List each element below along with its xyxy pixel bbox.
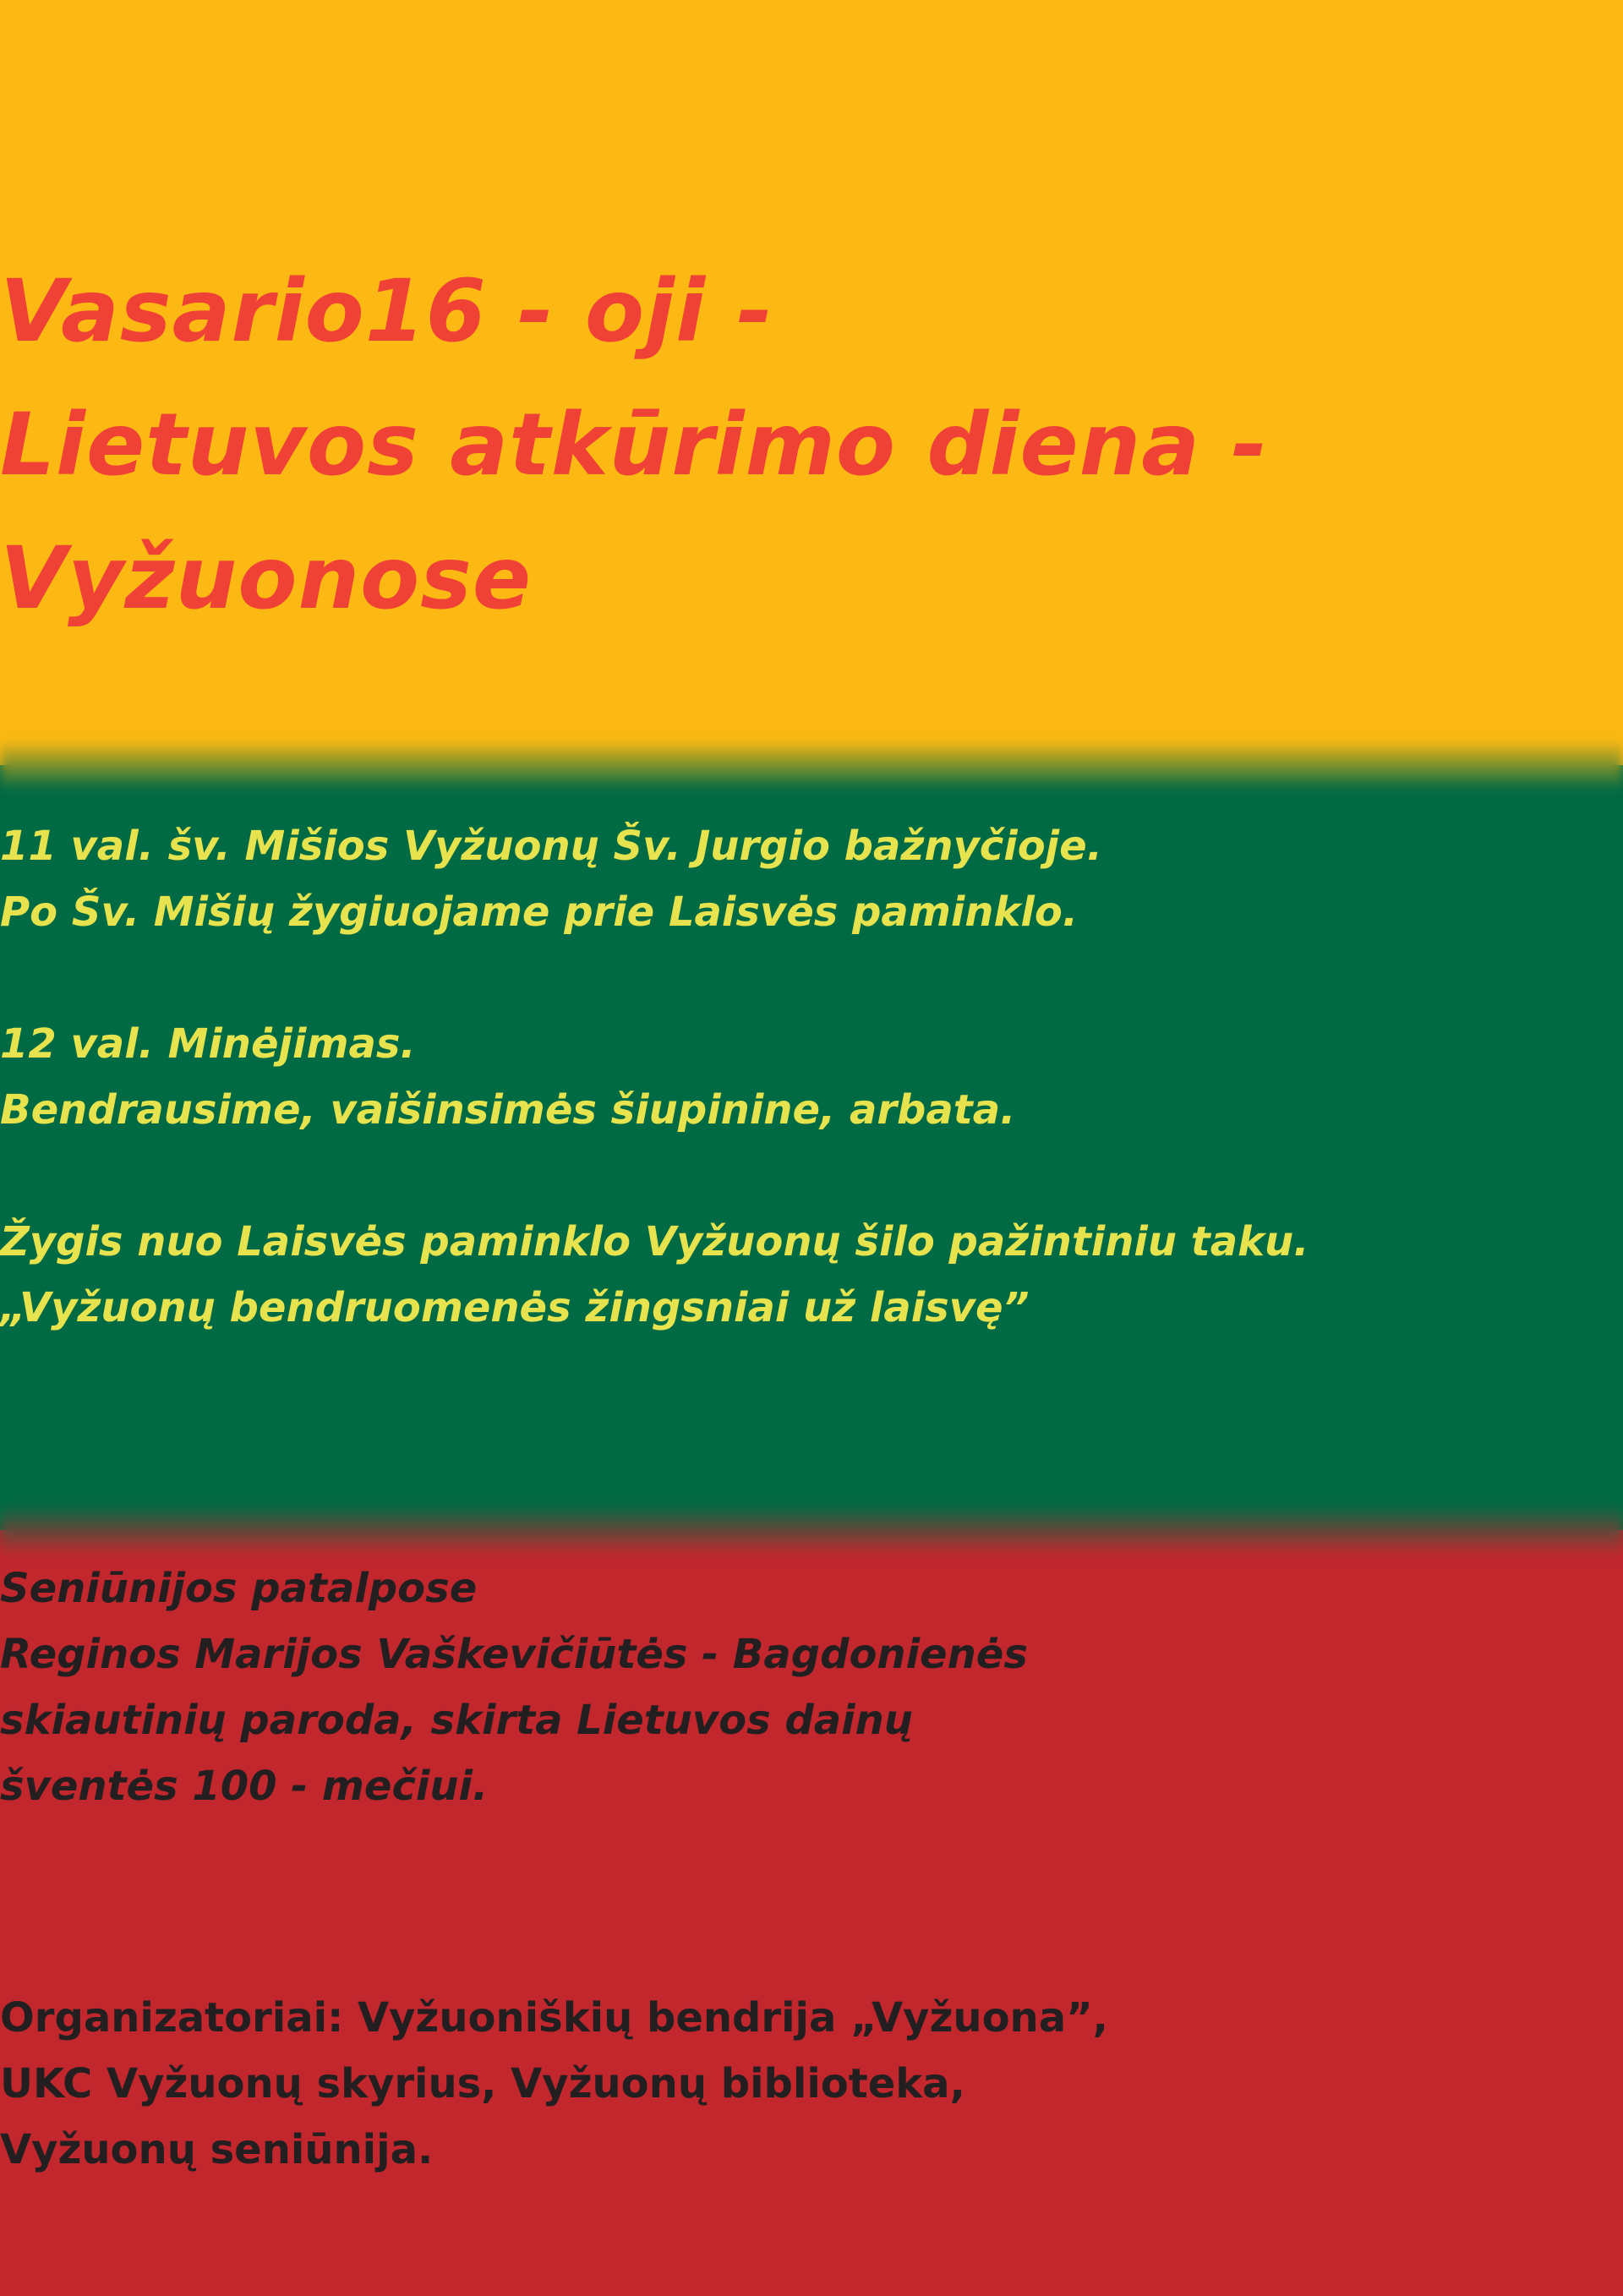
title-line-3: Vyžuonose [0, 528, 533, 629]
program-mass-time: 11 val. šv. Mišios Vyžuonų Šv. Jurgio bažnyčioje. [0, 823, 1102, 870]
program-hike: Žygis nuo Laisvės paminklo Vyžuonų šilo pažintiniu taku. [0, 1218, 1309, 1266]
band-transition-green-red [0, 1505, 1623, 1555]
exhibition-line-4: šventės 100 - mečiui. [0, 1763, 489, 1810]
program-march: Po Šv. Mišių žygiuojame prie Laisvės paminklo. [0, 888, 1079, 936]
exhibition-info [0, 1555, 1623, 1819]
program-refreshments: Bendrausime, vaišinsimės šiupinine, arbata. [0, 1086, 1016, 1134]
program-commemoration-time: 12 val. Minėjimas. [0, 1020, 416, 1068]
band-transition-yellow-green [0, 740, 1623, 790]
poster-title [0, 245, 1623, 646]
organizers-info [0, 1985, 1623, 2183]
exhibition-line-2: Reginos Marijos Vaškevičiūtės - Bagdonienės [0, 1631, 1028, 1678]
organizers-line-2: UKC Vyžuonų skyrius, Vyžuonų biblioteka, [0, 2060, 965, 2107]
organizers-line-1: Organizatoriai: Vyžuoniškių bendrija „Vyžuona”, [0, 1994, 1108, 2042]
title-line-2: Lietuvos atkūrimo diena - [0, 395, 1268, 495]
program-hike-title: „Vyžuonų bendruomenės žingsniai už laisvę” [0, 1284, 1030, 1331]
title-line-1: Vasario16 - oji - [0, 261, 773, 362]
event-program [0, 813, 1623, 1341]
organizers-line-3: Vyžuonų seniūnija. [0, 2126, 434, 2173]
exhibition-line-3: skiautinių paroda, skirta Lietuvos dainų [0, 1697, 913, 1744]
exhibition-line-1: Seniūnijos patalpose [0, 1565, 478, 1612]
